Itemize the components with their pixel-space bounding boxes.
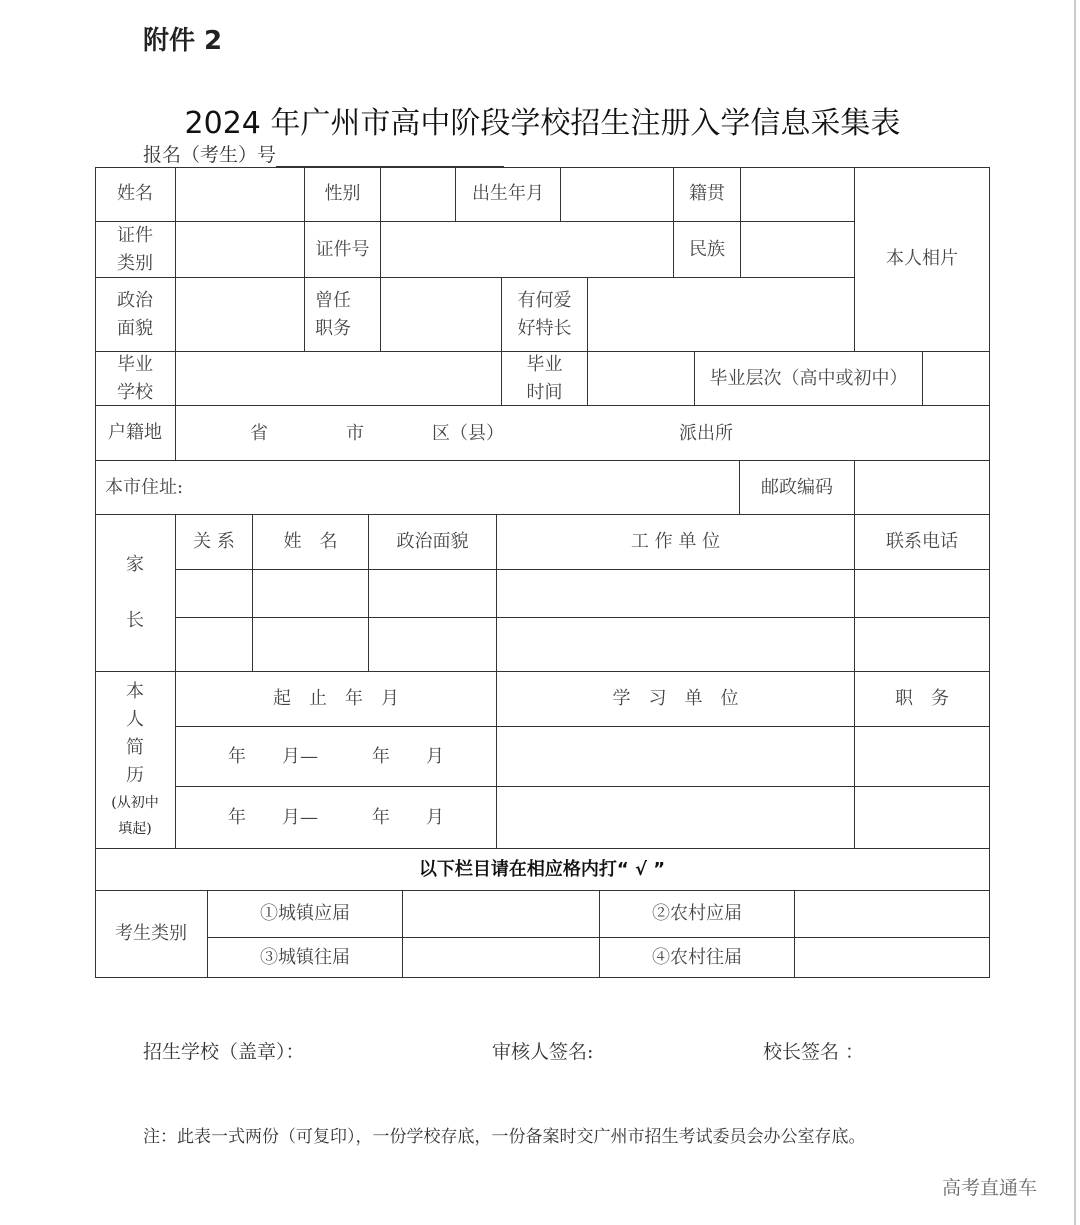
- registration-number: [143, 140, 504, 167]
- resume-header-period: 起 止 年 月: [176, 672, 497, 727]
- label-hobby: 有何爱 好特长: [502, 278, 588, 352]
- label-resume: [95, 672, 176, 849]
- parent-cell[interactable]: [497, 570, 855, 618]
- form-title: 2024 年广州市高中阶段学校招生注册入学信息采集表: [184, 106, 901, 141]
- resume-period: 年 月— 年 月: [176, 727, 497, 787]
- field-id-type[interactable]: [176, 222, 305, 278]
- label-name: 姓名: [95, 167, 176, 222]
- parent-header-employer: 工 作 单 位: [497, 515, 855, 570]
- label-grad-level: 毕业层次（高中或初中）: [695, 352, 923, 406]
- parent-header-name: 姓 名: [253, 515, 369, 570]
- category-check-3[interactable]: [403, 938, 600, 978]
- label-id-no: 证件号: [305, 222, 381, 278]
- watermark: 高考直通车: [942, 1177, 1038, 1199]
- parent-cell[interactable]: [253, 570, 369, 618]
- resume-period: 年 月— 年 月: [176, 787, 497, 849]
- resume-unit-cell[interactable]: [497, 727, 855, 787]
- label-category: 考生类别: [95, 891, 208, 978]
- field-hobby[interactable]: [588, 278, 855, 352]
- label-ethnic: 民族: [674, 222, 741, 278]
- label-gender: 性别: [305, 167, 381, 222]
- category-option-1: ①城镇应届: [208, 891, 403, 938]
- category-option-3: ③城镇往届: [208, 938, 403, 978]
- field-former-post[interactable]: [381, 278, 502, 352]
- parent-cell[interactable]: [855, 618, 990, 672]
- parent-cell[interactable]: [497, 618, 855, 672]
- parent-cell[interactable]: [369, 618, 497, 672]
- field-name[interactable]: [176, 167, 305, 222]
- resume-label: 本 人 简 历: [126, 681, 144, 786]
- parent-header-phone: 联系电话: [855, 515, 990, 570]
- parent-header-relation: 关 系: [176, 515, 253, 570]
- label-grad-time: 毕业 时间: [502, 352, 588, 406]
- field-ethnic[interactable]: [741, 222, 855, 278]
- category-option-4: ④农村往届: [600, 938, 795, 978]
- parent-header-political: 政治面貌: [369, 515, 497, 570]
- category-check-4[interactable]: [795, 938, 990, 978]
- photo-box: 本人相片: [855, 167, 990, 352]
- field-birth[interactable]: [561, 167, 674, 222]
- label-postcode: 邮政编码: [740, 461, 855, 515]
- field-gender[interactable]: [381, 167, 456, 222]
- household-city-label: 市: [346, 423, 364, 444]
- attachment-label: 附件 2: [143, 26, 223, 56]
- label-native: 籍贯: [674, 167, 741, 222]
- reviewer-signature-label: 审核人签名:: [492, 1041, 594, 1063]
- field-native[interactable]: [741, 167, 855, 222]
- category-check-1[interactable]: [403, 891, 600, 938]
- parent-cell[interactable]: [253, 618, 369, 672]
- household-district-label: 区（县）: [432, 423, 504, 444]
- resume-unit-cell[interactable]: [497, 787, 855, 849]
- field-address: 本市住址:: [95, 461, 740, 515]
- parent-cell[interactable]: [176, 570, 253, 618]
- resume-header-unit: 学 习 单 位: [497, 672, 855, 727]
- label-political: 政治 面貌: [95, 278, 176, 352]
- category-check-2[interactable]: [795, 891, 990, 938]
- category-option-2: ②农村应届: [600, 891, 795, 938]
- label-parents: 家 长: [95, 515, 176, 672]
- household-police-label: 派出所: [679, 423, 733, 444]
- resume-header-post: 职 务: [855, 672, 990, 727]
- field-grad-level[interactable]: [923, 352, 990, 406]
- resume-label-note: (从初中 填起): [111, 795, 159, 837]
- footnote: 注：此表一式两份（可复印），一份学校存底，一份备案时交广州市招生考试委员会办公室存底。: [143, 1127, 866, 1147]
- label-grad-school: 毕业 学校: [95, 352, 176, 406]
- registration-number-field[interactable]: [276, 146, 504, 167]
- parent-cell[interactable]: [176, 618, 253, 672]
- label-id-type: 证件 类别: [95, 222, 176, 278]
- field-id-no[interactable]: [381, 222, 674, 278]
- registration-number-label: 报名（考生）号: [143, 144, 277, 166]
- field-grad-school[interactable]: [176, 352, 502, 406]
- field-political[interactable]: [176, 278, 305, 352]
- page-edge: [1074, 0, 1076, 1225]
- checkmark-notice: 以下栏目请在相应格内打“ √ ”: [95, 849, 990, 891]
- field-household[interactable]: [176, 406, 990, 461]
- resume-post-cell[interactable]: [855, 727, 990, 787]
- parent-cell[interactable]: [855, 570, 990, 618]
- household-province-label: 省: [250, 423, 268, 444]
- school-seal-label: 招生学校（盖章）：: [143, 1041, 305, 1063]
- field-postcode[interactable]: [855, 461, 990, 515]
- label-household: 户籍地: [95, 406, 176, 461]
- parent-cell[interactable]: [369, 570, 497, 618]
- field-grad-time[interactable]: [588, 352, 695, 406]
- label-former-post: 曾任 职务: [305, 278, 381, 352]
- label-birth: 出生年月: [456, 167, 561, 222]
- principal-signature-label: 校长签名 ：: [763, 1041, 865, 1063]
- resume-post-cell[interactable]: [855, 787, 990, 849]
